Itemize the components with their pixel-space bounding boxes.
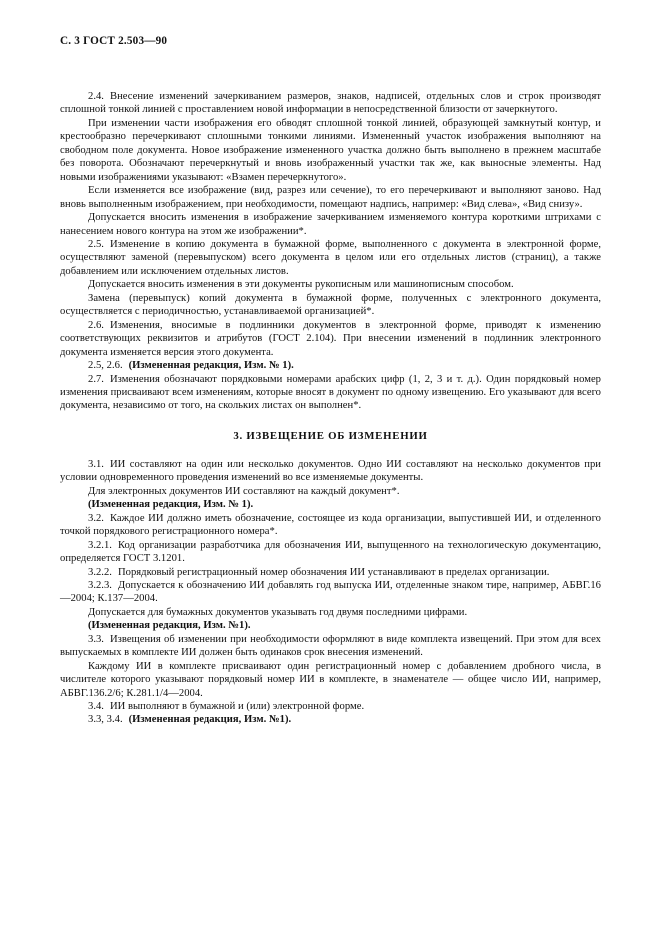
paragraph-2-4-cont-1 <box>60 117 601 184</box>
paragraph-text: Замена (перевыпуск) копий документа в бумажной форме, полученных с электронного документа, осуществляется с периодичностью, устанавливаемой организацией*. <box>60 292 601 318</box>
paragraph-3-2-3-cont <box>60 606 601 619</box>
paragraph-number: 3.2.3. <box>88 579 112 591</box>
paragraph-text: Если изменяется все изображение (вид, разрез или сечение), то его перечеркивают и выполняют заново. Над вновь выполненным изображением, при необходимости, помещают надпись, например: «Вид слева», «Вид снизу». <box>60 185 601 210</box>
heading-spacer-top <box>60 413 601 430</box>
paragraph-number: 2.5, 2.6. <box>88 360 123 372</box>
paragraph-number: 2.4. <box>88 91 104 102</box>
paragraph-number: 3.1. <box>88 458 104 470</box>
paragraph-text: Каждому ИИ в комплекте присваивают один регистрационный номер с добавлением дробного числа, в числителе которого указывают порядковый номер ИИ в комплекте, в знаменателе — общее число ИИ, например, АБВГ.136.2/6; К.281.1/4—2004. <box>60 660 601 699</box>
section-heading-3: 3. ИЗВЕЩЕНИЕ ОБ ИЗМЕНЕНИИ <box>233 429 428 442</box>
paragraph-2-7 <box>60 373 601 413</box>
paragraph-3-1 <box>60 458 601 485</box>
paragraph-3-2-1 <box>60 539 601 566</box>
paragraph-text: Для электронных документов ИИ составляют на каждый документ*. <box>88 485 400 497</box>
paragraph-3-4 <box>60 700 601 713</box>
paragraph-text: Изменения, вносимые в подлинники документов в электронной форме, приводят к изменению соответствующих реквизитов и атрибутов (ГОСТ 2.104). При внесении изменений в подлинник электронного документа изменяется версия этого документа. <box>60 319 601 358</box>
document-body <box>60 90 601 727</box>
paragraph-3-2-2 <box>60 566 601 579</box>
paragraph-text: ИИ выполняют в бумажной и (или) электронной форме. <box>109 701 365 713</box>
revision-note-text: (Измененная редакция, Изм. № 1). <box>88 499 254 511</box>
page-header: С. 3 ГОСТ 2.503—90 <box>60 35 168 47</box>
paragraph-text: Каждое ИИ должно иметь обозначение, состоящее из кода организации, выпустившей ИИ, и отделенного точкой порядкового регистрационного номера*. <box>60 512 601 538</box>
revision-note-2-5-2-6 <box>60 359 601 372</box>
paragraph-2-5-cont-2 <box>60 292 601 319</box>
paragraph-number: 3.3. <box>88 633 104 645</box>
paragraph-3-1-cont <box>60 485 601 498</box>
paragraph-text: Изменение в копию документа в бумажной форме, выполненного с документа в электронной форме, осуществляют заменой (перевыпуском) всего документа в целом или его отдельных листов (страниц), а также добавлением или исключением отдельных листов. <box>60 238 601 277</box>
revision-note-text: (Измененная редакция, Изм. № 1). <box>128 360 294 372</box>
paragraph-text: При изменении части изображения его обводят сплошной тонкой линией, образующей замкнутый контур, и крестообразно перечеркивают сплошными тонкими линиями. Измененный участок изображения выполняют на свободном поле документа. Новое изображение измененного участка должно быть выполнено в прежнем масштабе без поворота. Обозначают перечеркнутый и вновь изображенный участки так же, как выносные элементы. Над новыми изображениями указывают: «Взамен перечеркнутого». <box>60 117 601 183</box>
heading-spacer-bottom <box>60 442 601 458</box>
paragraph-number: 3.2.1. <box>88 539 112 551</box>
paragraph-text: Допускается вносить изменения в эти документы рукописным или машинописным способом. <box>88 279 514 291</box>
revision-note-3-3-3-4 <box>60 713 601 726</box>
paragraph-3-2 <box>60 512 601 539</box>
paragraph-3-3 <box>60 633 601 660</box>
paragraph-text: Допускается к обозначению ИИ добавлять год выпуска ИИ, отделенные знаком тире, например, АБВГ.16—2004; К.137—2004. <box>60 579 601 605</box>
paragraph-text: Порядковый регистрационный номер обозначения ИИ устанавливают в пределах организации. <box>117 566 550 578</box>
revision-note-3-1 <box>60 498 601 511</box>
paragraph-number: 3.3, 3.4. <box>88 714 123 726</box>
paragraph-text: Внесение изменений зачеркиванием размеров, знаков, надписей, отдельных слов и строк производят сплошной тонкой линией с проставлением новой информации в непосредственной близости от зачеркнутого. <box>60 91 601 116</box>
paragraph-text: Извещения об изменении при необходимости оформляют в виде комплекта извещений. При этом для всех выпускаемых в комплекте ИИ должен быть одинаков срок внесения изменений. <box>60 633 601 659</box>
paragraph-number: 3.2. <box>88 512 104 524</box>
paragraph-number: 2.5. <box>88 238 104 250</box>
paragraph-3-2-3 <box>60 579 601 606</box>
paragraph-number: 3.2.2. <box>88 566 112 578</box>
paragraph-3-3-cont <box>60 660 601 700</box>
paragraph-number: 2.6. <box>88 319 104 331</box>
revision-note-3-2-3 <box>60 619 601 632</box>
paragraph-2-5-cont-1 <box>60 278 601 291</box>
paragraph-2-6 <box>60 319 601 359</box>
paragraph-text: Код организации разработчика для обозначения ИИ, выпущенного на технологическую документацию, определяется ГОСТ 3.1201. <box>60 539 601 565</box>
paragraph-2-4 <box>60 90 601 117</box>
revision-note-text: (Измененная редакция, Изм. №1). <box>88 620 251 632</box>
paragraph-number: 3.4. <box>88 701 104 713</box>
paragraph-text: Изменения обозначают порядковыми номерами арабских цифр (1, 2, 3 и т. д.). Один порядковый номер изменения присваивают всем изменениям, которые вносят в документ по одному извещению. Его указывают для всего документа, независимо от того, на скольких листах он выполнен*. <box>60 373 601 412</box>
paragraph-2-4-cont-2 <box>60 184 601 211</box>
paragraph-number: 2.7. <box>88 373 104 385</box>
paragraph-text: Допускается вносить изменения в изображение зачеркиванием изменяемого контура короткими штрихами с нанесением нового контура на этом же изображении*. <box>60 212 601 237</box>
paragraph-text: ИИ составляют на один или несколько документов. Одно ИИ составляют на несколько документов при условии одновременного проведения изменений во все изменяемые документы. <box>60 458 601 484</box>
paragraph-2-5 <box>60 238 601 278</box>
revision-note-text: (Измененная редакция, Изм. №1). <box>128 714 292 726</box>
paragraph-2-4-cont-3 <box>60 211 601 238</box>
paragraph-text: Допускается для бумажных документов указывать год двумя последними цифрами. <box>88 606 468 618</box>
